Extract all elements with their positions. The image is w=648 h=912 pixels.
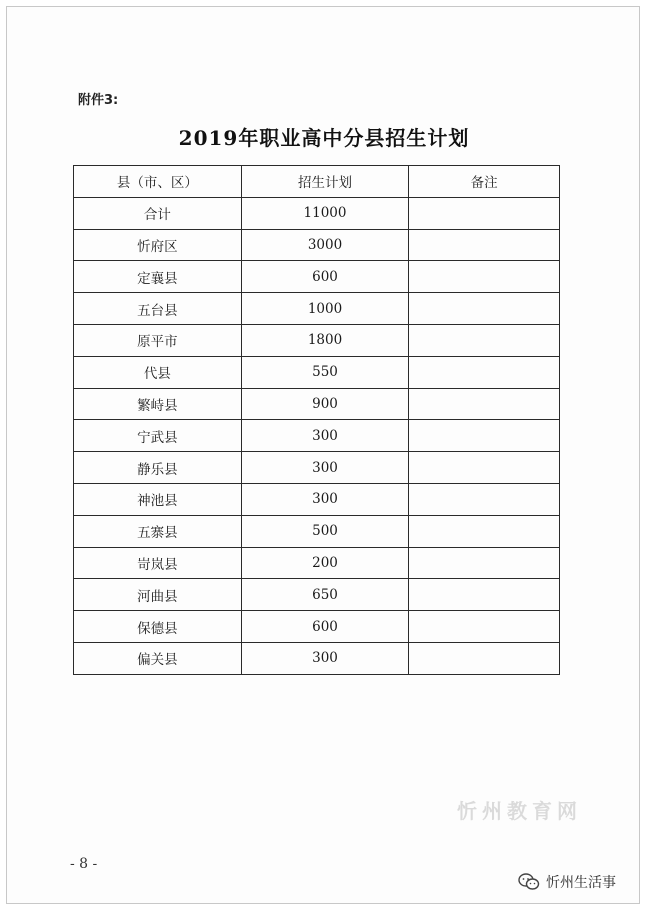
- cell-county: 代县: [74, 356, 242, 388]
- cell-county: 原平市: [74, 324, 242, 356]
- table-row: [74, 547, 560, 579]
- cell-note: [409, 261, 560, 293]
- cell-note: [409, 642, 560, 674]
- cell-plan: 3000: [241, 229, 409, 261]
- cell-county: 繁峙县: [74, 388, 242, 420]
- cell-plan: 200: [241, 547, 409, 579]
- cell-plan: 11000: [241, 197, 409, 229]
- page-number: - 8 -: [70, 856, 98, 872]
- cell-plan: 650: [241, 579, 409, 611]
- table-row: [74, 388, 560, 420]
- table-row: [74, 261, 560, 293]
- table-row: [74, 229, 560, 261]
- cell-county: 岢岚县: [74, 547, 242, 579]
- table-row: [74, 515, 560, 547]
- wechat-account-name: 忻州生活事: [546, 875, 616, 891]
- cell-county: 五寨县: [74, 515, 242, 547]
- cell-note: [409, 356, 560, 388]
- page-title: 2019年职业高中分县招生计划: [178, 126, 470, 150]
- table-row: [74, 611, 560, 643]
- header-note: 备注: [409, 166, 560, 198]
- cell-note: [409, 197, 560, 229]
- enrollment-table: [73, 165, 560, 675]
- table-row: [74, 197, 560, 229]
- cell-county: 定襄县: [74, 261, 242, 293]
- cell-note: [409, 547, 560, 579]
- watermark: 忻州教育网: [457, 799, 582, 823]
- annex-label: 附件3:: [78, 93, 119, 108]
- table-row: [74, 420, 560, 452]
- cell-note: [409, 452, 560, 484]
- cell-county: 保德县: [74, 611, 242, 643]
- wechat-badge: [518, 872, 616, 892]
- cell-county: 神池县: [74, 483, 242, 515]
- cell-note: [409, 420, 560, 452]
- cell-plan: 550: [241, 356, 409, 388]
- cell-county: 河曲县: [74, 579, 242, 611]
- cell-plan: 300: [241, 452, 409, 484]
- header-plan: 招生计划: [241, 166, 409, 198]
- table-row: [74, 452, 560, 484]
- cell-plan: 300: [241, 642, 409, 674]
- cell-county: 偏关县: [74, 642, 242, 674]
- cell-note: [409, 483, 560, 515]
- cell-note: [409, 293, 560, 325]
- cell-plan: 300: [241, 483, 409, 515]
- table-row: [74, 324, 560, 356]
- cell-note: [409, 324, 560, 356]
- cell-county: 忻府区: [74, 229, 242, 261]
- cell-county: 五台县: [74, 293, 242, 325]
- cell-plan: 1000: [241, 293, 409, 325]
- cell-county: 静乐县: [74, 452, 242, 484]
- cell-plan: 500: [241, 515, 409, 547]
- cell-county: 合计: [74, 197, 242, 229]
- cell-note: [409, 229, 560, 261]
- table-row: [74, 579, 560, 611]
- table-row: [74, 483, 560, 515]
- header-county: 县（市、区）: [74, 166, 242, 198]
- cell-plan: 600: [241, 261, 409, 293]
- table-row: [74, 642, 560, 674]
- cell-plan: 300: [241, 420, 409, 452]
- table-row: [74, 293, 560, 325]
- cell-plan: 900: [241, 388, 409, 420]
- table-row: [74, 356, 560, 388]
- cell-plan: 1800: [241, 324, 409, 356]
- cell-note: [409, 611, 560, 643]
- cell-county: 宁武县: [74, 420, 242, 452]
- cell-note: [409, 388, 560, 420]
- cell-note: [409, 579, 560, 611]
- cell-note: [409, 515, 560, 547]
- table-header-row: [74, 166, 560, 198]
- table-body: [74, 197, 560, 674]
- wechat-icon: [518, 873, 540, 891]
- cell-plan: 600: [241, 611, 409, 643]
